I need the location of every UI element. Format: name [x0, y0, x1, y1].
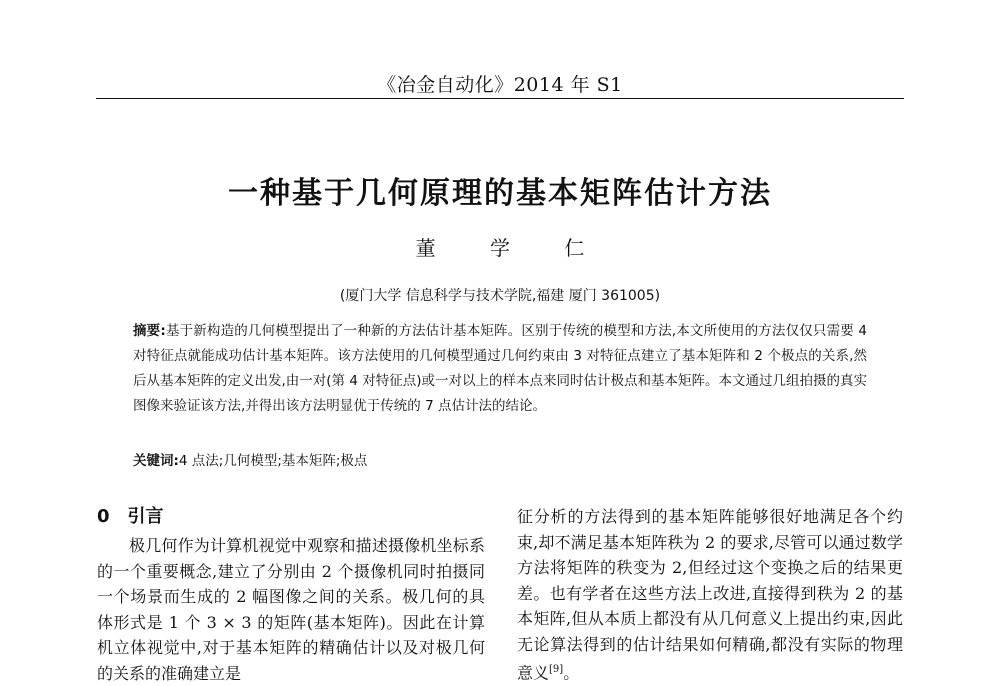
section-heading	[97, 502, 164, 528]
journal-header: 《冶金自动化》2014 年 S1	[377, 74, 623, 96]
left-column-paragraph: 极几何作为计算机视觉中观察和描述摄像机坐标系的一个重要概念,建立了分别由 2 个摄像机同时拍摄同一个场景而生成的 2 幅图像之间的关系。极几何的具体形式是 1 个 3 × 3 的矩阵(基本矩阵)。因此在计算机立体视觉中,对于基本矩阵的精确估计以及对极几何的关系的准确建立是	[97, 536, 485, 683]
author: 董 学 仁	[415, 236, 609, 260]
section-number: 0	[97, 506, 110, 527]
abstract	[133, 319, 867, 419]
right-column-text: 征分析的方法得到的基本矩阵能够很好地满足各个约束,却不满足基本矩阵秩为 2 的要求,尽管可以通过数学方法将矩阵的秩变为 2,但经过这个变换之后的结果更差。也有学者在这些方法上改进,直接得到秩为 2 的基本矩阵,但从本质上都没有从几何意义上提出约束,因此无论算法得到的估计结果如何精确,都没有实际的物理意义	[517, 507, 903, 683]
left-column	[97, 533, 485, 686]
keywords-text: 4 点法;几何模型;基本矩阵;极点	[178, 453, 368, 469]
abstract-label: 摘要:	[133, 323, 166, 339]
paper-title: 一种基于几何原理的基本矩阵估计方法	[228, 176, 772, 211]
citation-9: [9]	[549, 664, 564, 675]
right-column	[517, 504, 903, 686]
keywords-label: 关键词:	[133, 453, 179, 469]
right-column-tail: 。	[563, 663, 580, 683]
affiliation: (厦门大学 信息科学与技术学院,福建 厦门 361005)	[339, 288, 661, 304]
abstract-text: 基于新构造的几何模型提出了一种新的方法估计基本矩阵。区别于传统的模型和方法,本文所使用的方法仅仅只需要 4 对特征点就能成功估计基本矩阵。该方法使用的几何模型通过几何约束由 3 对特征点建立了基本矩阵和 2 个极点的关系,然后从基本矩阵的定义出发,由一对(第 4 对特征点)或一对以上的样本点来同时估计极点和基本矩阵。本文通过几组拍摄的真实图像来验证该方法,并得出该方法明显优于传统的 7 点估计法的结论。	[133, 323, 867, 414]
right-column-paragraph	[517, 504, 903, 686]
keywords	[133, 449, 867, 473]
section-title: 引言	[127, 506, 164, 527]
header-rule	[96, 98, 904, 99]
